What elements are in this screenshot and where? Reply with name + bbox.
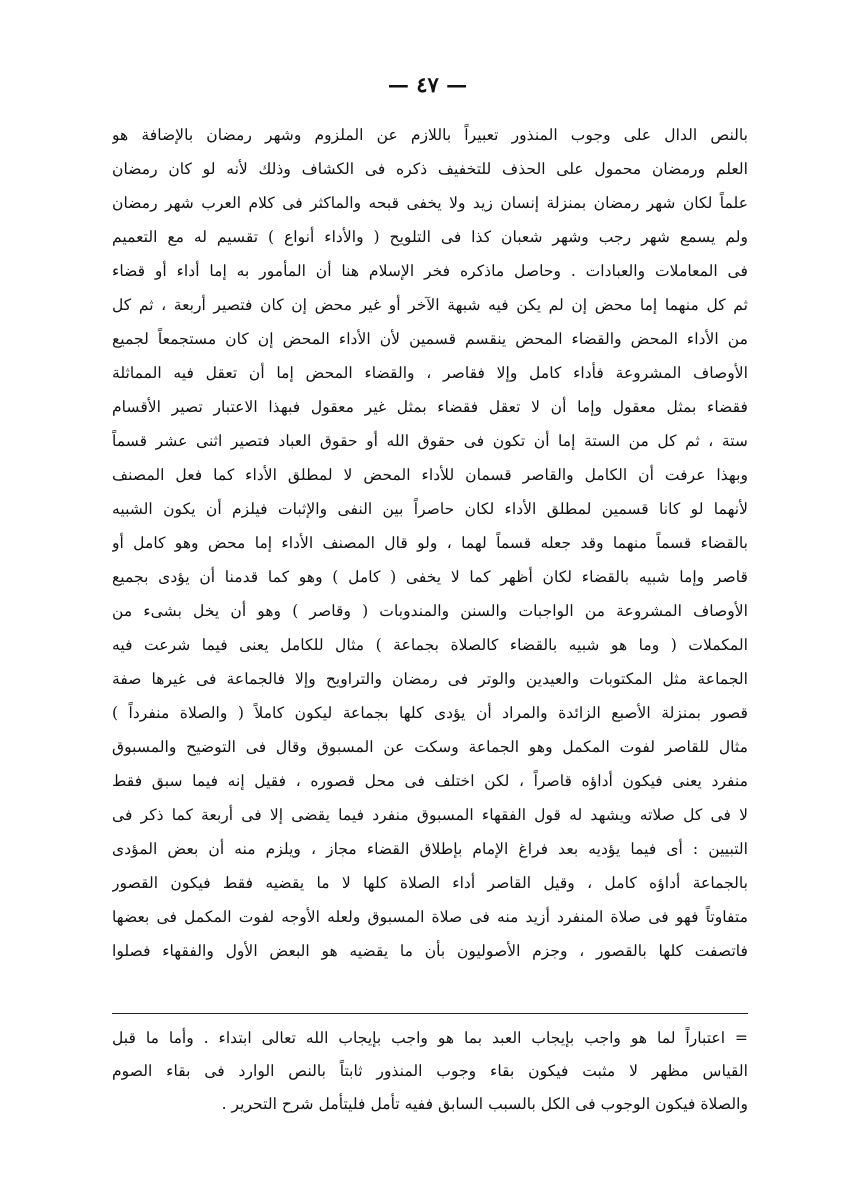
text-line: التبيين : أى فيما يؤديه بعد فراغ الإمام بإطلاق القضاء مجاز ، ويلزم منه أن بعض المؤدى xyxy=(112,840,748,858)
text-line: لأنهما لو كانا قسمين لمطلق الأداء لكان حاصراً بين النفى والإثبات فيلزم أن يكون الشبيه xyxy=(112,500,748,518)
text-line: المكملات ( وما هو شبيه بالقضاء كالصلاة بجماعة ) مثال للكامل يعنى فيما شرعت فيه xyxy=(112,636,748,654)
text-line: الأوصاف المشروعة فأداء كامل وإلا فقاصر ، والقضاء المحض إما أن تعقل فيه المماثلة xyxy=(112,364,748,382)
text-line: مثال للقاصر لفوت المكمل وهو الجماعة وسكت عن المسبوق وقال فى التوضيح والمسبوق xyxy=(112,738,748,756)
text-line: قاصر وإما شبيه بالقضاء لكان أظهر كما لا يخفى ( كامل ) وهو كما قدمنا أن يؤدى بجميع xyxy=(112,568,748,586)
footnote-line: القياس مظهر لا مثبت فيكون بقاء وجوب المنذور ثابتاً بالنص الوارد فى بقاء الصوم xyxy=(112,1062,748,1080)
text-line: ستة ، ثم كل من الستة إما أن تكون فى حقوق الله أو حقوق العباد فتصير اثنى عشر قسماً xyxy=(112,432,748,450)
footnote-line: = اعتباراً لما هو واجب بإيجاب العبد بما هو واجب بإيجاب الله تعالى ابتداء . وأما ما قبل xyxy=(112,1029,748,1047)
main-text-block xyxy=(112,118,748,968)
text-line: متفاوتاً فهو فى صلاة المنفرد أزيد منه فى صلاة المسبوق ولعله الأوجه لفوت المكمل فى بعضها xyxy=(112,908,748,926)
text-line: وبهذا عرفت أن الكامل والقاصر قسمان للأداء المحض لا لمطلق الأداء كما فعل المصنف xyxy=(112,466,748,484)
text-line: العلم ورمضان محمول على الحذف للتخفيف ذكره فى الكشاف وذلك لأنه لو كان رمضان xyxy=(112,160,748,178)
text-line: من الأداء المحض والقضاء المحض ينقسم قسمين لأن الأداء المحض إن كان مستجمعاً لجميع xyxy=(112,330,748,348)
text-line: ولم يسمع شهر رجب وشهر شعبان كذا فى التلويح ( والأداء أنواع ) تقسيم له مع التعميم xyxy=(112,228,748,246)
text-line: علماً لكان شهر رمضان بمنزلة إنسان زيد ولا يخفى قبحه والماكثر فى كلام العرب شهر رمضان xyxy=(112,194,748,212)
page-number: — ٤٧ — xyxy=(387,72,468,97)
text-line: قصور بمنزلة الأصبع الزائدة والمراد أن يؤدى كلها بجماعة ليكون كاملاً ( والصلاة منفرداً ) xyxy=(112,704,748,722)
text-line: بالقضاء قسماً منهما وقد جعله قسماً لهما ، ولو قال المصنف الأداء إما محض وهو كامل أو xyxy=(112,534,748,552)
text-line: بالنص الدال على وجوب المنذور تعبيراً باللازم عن الملزوم وشهر رمضان بالإضافة هو xyxy=(112,126,748,144)
footnote-block xyxy=(112,1022,748,1121)
text-line: الأوصاف المشروعة من الواجبات والسنن والمندوبات ( وقاصر ) وهو أن يخل بشىء من xyxy=(112,602,748,620)
text-line: فقضاء بمثل معقول وإما أن لا تعقل فقضاء بمثل غير معقول فبهذا الاعتبار تصير الأقسام xyxy=(112,398,748,416)
footnote-line: والصلاة فيكون الوجوب فى الكل بالسبب السابق ففيه تأمل فليتأمل شرح التحرير . xyxy=(221,1095,748,1113)
text-line: بالجماعة أداؤه كامل ، وقيل القاصر أداء الصلاة كلها لا ما يقضيه فقط فيكون القصور xyxy=(112,874,748,892)
text-line: الجماعة مثل المكتوبات والعيدين والوتر فى رمضان والتراويح وإلا فالجماعة فى غيرها صفة xyxy=(112,670,748,688)
footnote-divider xyxy=(112,1013,748,1014)
text-line: فى المعاملات والعبادات . وحاصل ماذكره فخر الإسلام هنا أن المأمور به إما أداء أو قضاء xyxy=(112,262,748,280)
text-line: لا فى كل صلاته ويشهد له قول الفقهاء المسبوق منفرد فيما يقضى إلا فى أربعة كما ذكر فى xyxy=(112,806,748,824)
text-line: منفرد يعنى فيكون أداؤه قاصراً ، لكن اختلف فى محل قصوره ، فقيل إنه فيما سبق فقط xyxy=(112,772,748,790)
text-line: ثم كل منهما إما محض إن لم يكن فيه شبهة الآخر أو غير محض إن كان فتصير أربعة ، ثم كل xyxy=(112,296,748,314)
text-line: فاتصفت كلها بالقصور ، وجزم الأصوليون بأن ما يقضيه هو البعض الأول والفقهاء فصلوا xyxy=(112,942,748,960)
